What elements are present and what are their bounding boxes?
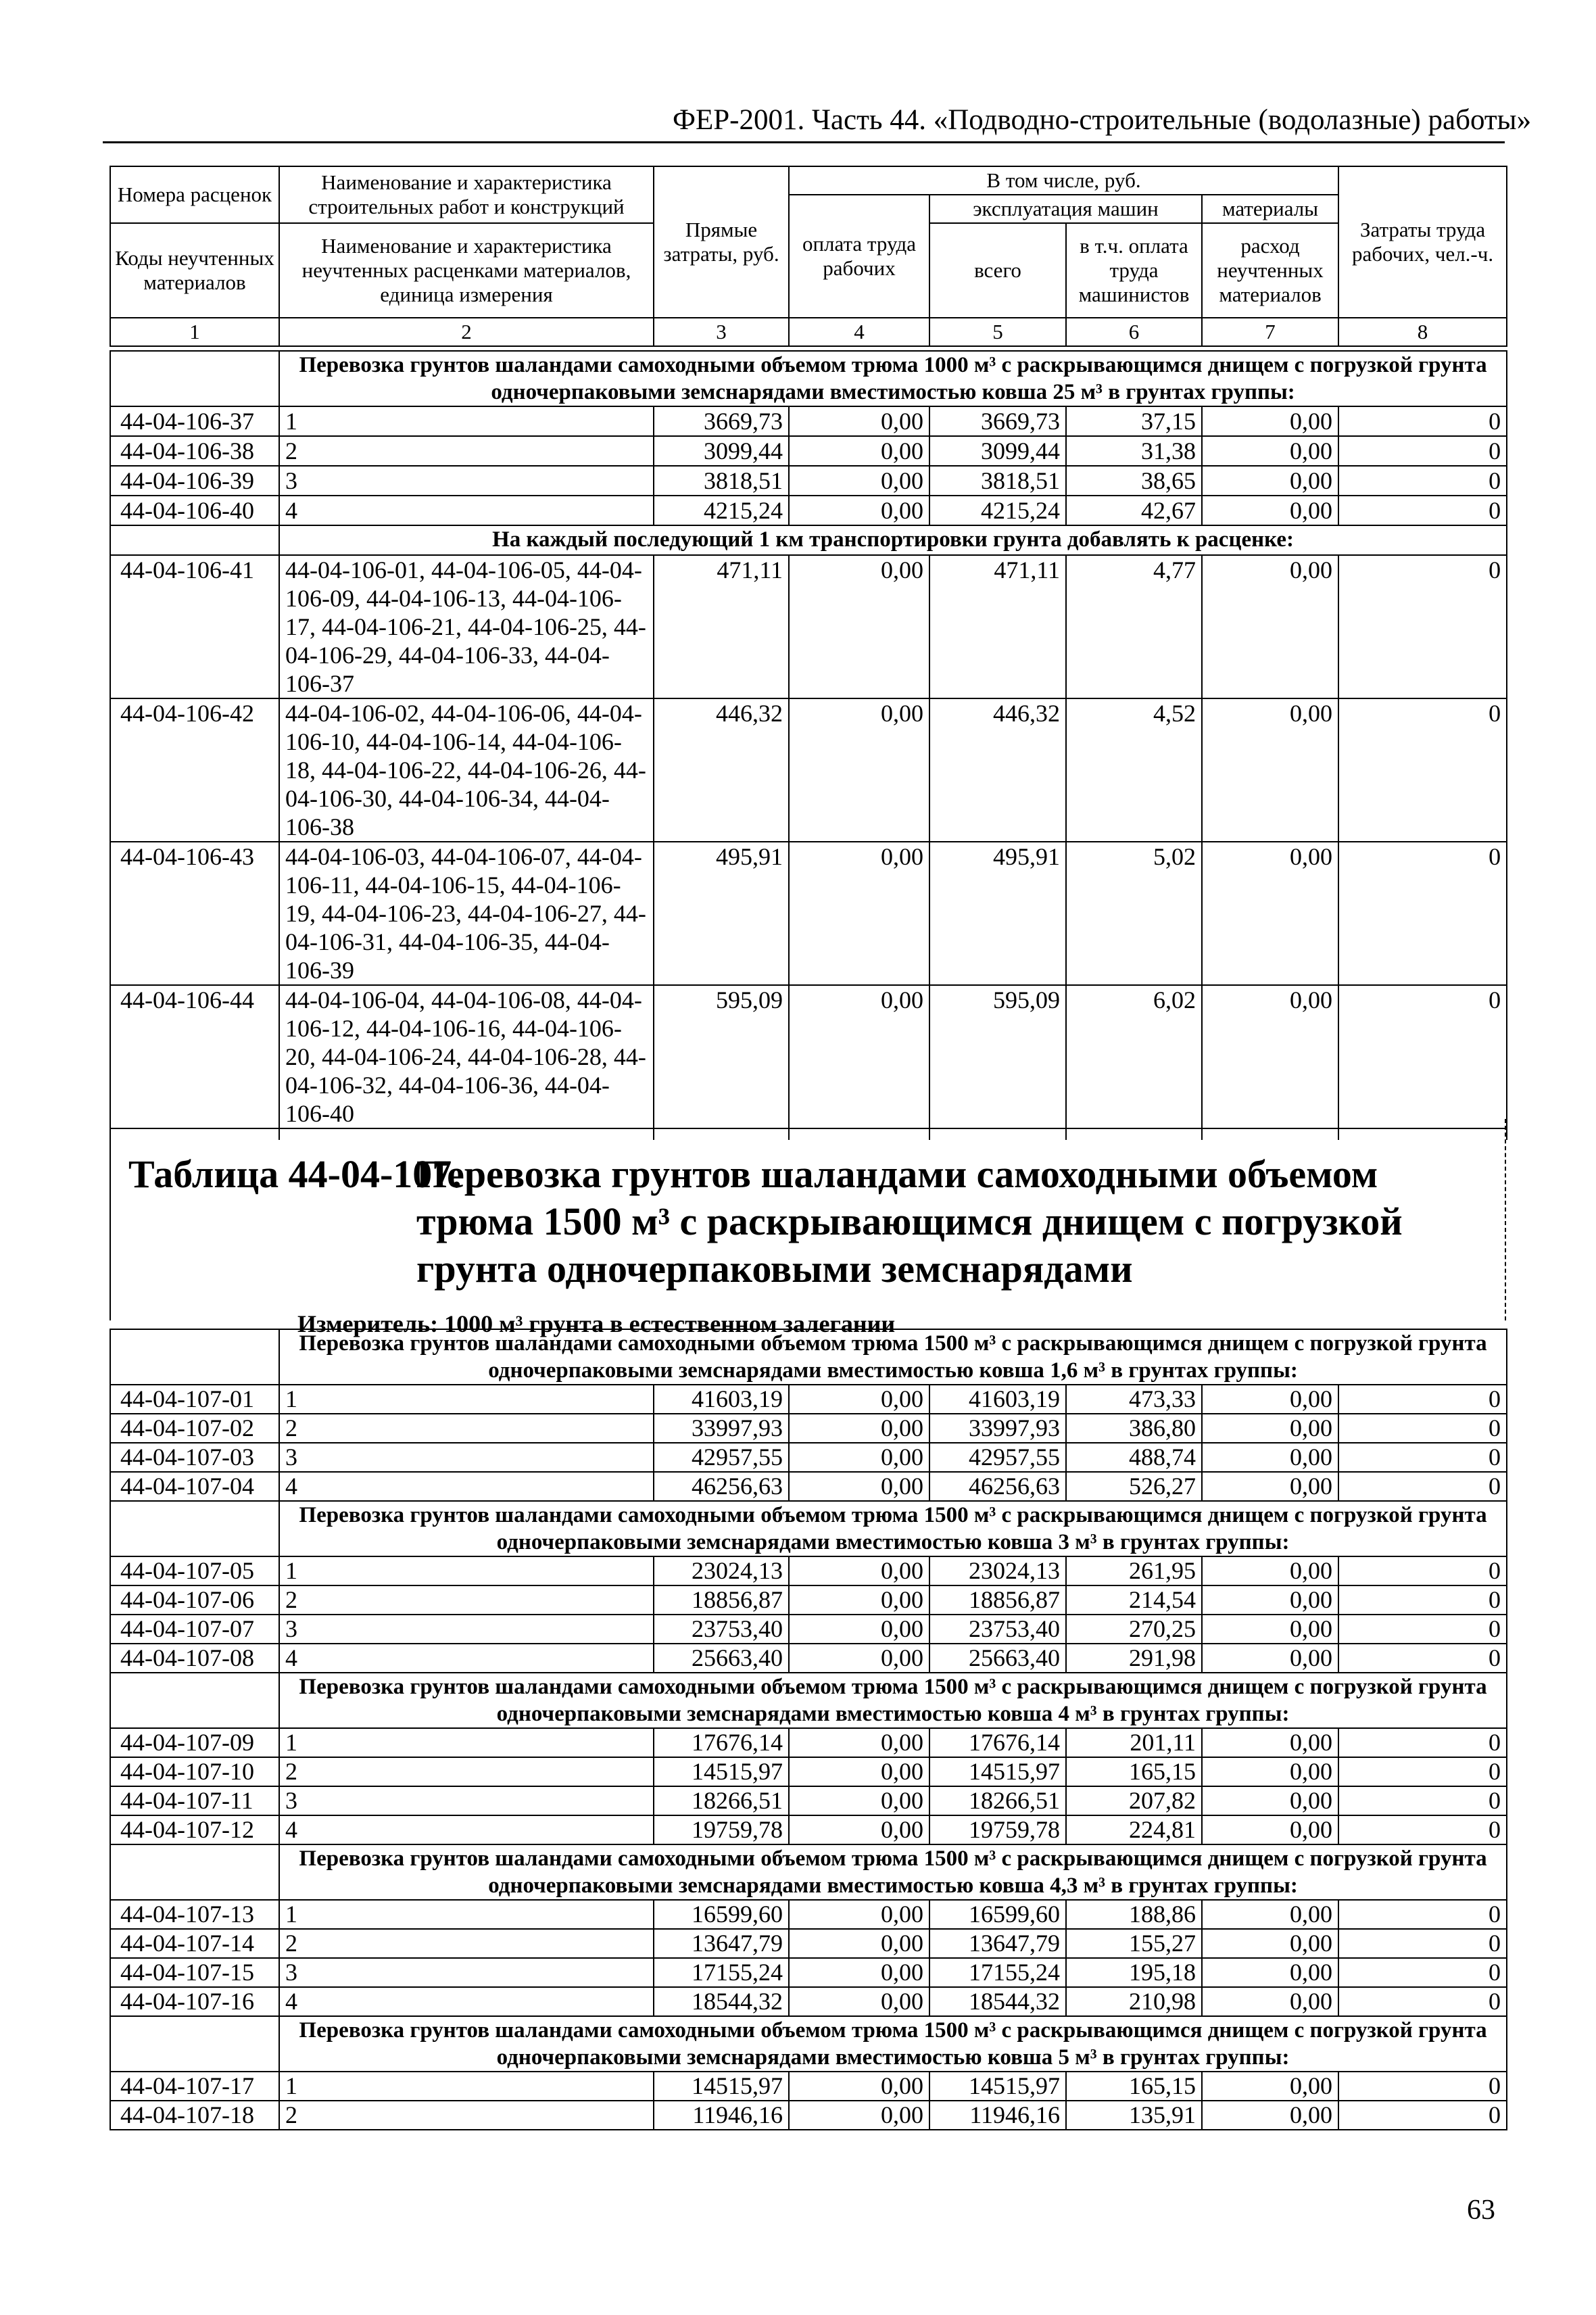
operator-pay: 135,91 [1066,2101,1202,2130]
worker-pay: 0,00 [789,1414,929,1443]
header-material-name: Наименование и характеристика неучтенных расценками материалов, единица измерения [279,223,654,318]
operator-pay: 42,67 [1066,496,1202,525]
worker-pay: 0,00 [789,1786,929,1815]
operator-pay: 214,54 [1066,1585,1202,1615]
machines-total: 23024,13 [929,1556,1066,1585]
worker-pay: 0,00 [789,1443,929,1472]
col-number: 3 [654,318,789,346]
header-rate-number: Номера расценок [110,166,279,223]
rate-name: 44-04-106-01, 44-04-106-05, 44-04-106-09, 44-04-106-13, 44-04-106-17, 44-04-106-21, 44-04-106-25, 44-04-106-29, 44-04-106-33, 44-04-106-37 [279,555,654,698]
rate-name: 44-04-106-02, 44-04-106-06, 44-04-106-10, 44-04-106-14, 44-04-106-18, 44-04-106-22, 44-04-106-26, 44-04-106-30, 44-04-106-34, 44-04-106-38 [279,698,654,842]
rate-code: 44-04-107-02 [110,1414,279,1443]
rate-name: 4 [279,1644,654,1673]
direct-costs: 14515,97 [654,1757,789,1786]
header-worker-pay: оплата труда рабочих [789,195,929,318]
table-row [110,985,1507,1128]
materials: 0,00 [1202,1556,1338,1585]
worker-pay: 0,00 [789,2072,929,2101]
section-blank-cell [110,1501,279,1556]
labor-hours: 0 [1338,842,1507,985]
materials: 0,00 [1202,985,1338,1128]
machines-total: 18856,87 [929,1585,1066,1615]
materials: 0,00 [1202,842,1338,985]
rate-name: 3 [279,1443,654,1472]
worker-pay: 0,00 [789,466,929,496]
machines-total: 23753,40 [929,1615,1066,1644]
table-number: Таблица 44-04-107. [128,1152,462,1196]
operator-pay: 291,98 [1066,1644,1202,1673]
table-title: Перевозка грунтов шаландами самоходными объемом трюма 1500 м³ с раскрывающимся днищем с погрузкой грунта одночерпаковыми земснарядами [416,1152,1403,1291]
machines-total: 18544,32 [929,1987,1066,2016]
machines-total: 11946,16 [929,2101,1066,2130]
table-row [110,436,1507,466]
rate-code: 44-04-107-16 [110,1987,279,2016]
section-heading-row [110,351,1507,406]
labor-hours: 0 [1338,1585,1507,1615]
direct-costs: 446,32 [654,698,789,842]
rate-code: 44-04-106-43 [110,842,279,985]
labor-hours: 0 [1338,1815,1507,1844]
direct-costs: 11946,16 [654,2101,789,2130]
rate-code: 44-04-107-09 [110,1728,279,1757]
section-heading-row [110,1501,1507,1556]
materials: 0,00 [1202,1385,1338,1414]
rate-name: 2 [279,1929,654,1958]
table-row [110,555,1507,698]
operator-pay: 261,95 [1066,1556,1202,1585]
spacer-cell [789,1128,929,1140]
rate-name: 1 [279,2072,654,2101]
rate-code: 44-04-107-01 [110,1385,279,1414]
table-row [110,1556,1507,1585]
machines-total: 17155,24 [929,1958,1066,1987]
rate-code: 44-04-107-05 [110,1556,279,1585]
spacer-cell [279,1128,654,1140]
col-number: 2 [279,318,654,346]
rate-name: 4 [279,496,654,525]
direct-costs: 3818,51 [654,466,789,496]
table-row [110,1728,1507,1757]
rate-code: 44-04-106-40 [110,496,279,525]
materials: 0,00 [1202,1958,1338,1987]
section-heading: Перевозка грунтов шаландами самоходными объемом трюма 1500 м³ с раскрывающимся днищем с погрузкой грунта одночерпаковыми земснарядами вместимостью ковша 3 м³ в грунтах группы: [279,1501,1507,1556]
materials: 0,00 [1202,1644,1338,1673]
operator-pay: 4,77 [1066,555,1202,698]
labor-hours: 0 [1338,406,1507,436]
direct-costs: 595,09 [654,985,789,1128]
worker-pay: 0,00 [789,436,929,466]
table-row [110,1815,1507,1844]
direct-costs: 18544,32 [654,1987,789,2016]
worker-pay: 0,00 [789,555,929,698]
worker-pay: 0,00 [789,842,929,985]
rate-name: 2 [279,436,654,466]
worker-pay: 0,00 [789,1815,929,1844]
direct-costs: 13647,79 [654,1929,789,1958]
operator-pay: 5,02 [1066,842,1202,985]
rate-code: 44-04-106-42 [110,698,279,842]
spacer-cell [1066,1128,1202,1140]
direct-costs: 4215,24 [654,496,789,525]
rate-code: 44-04-107-04 [110,1472,279,1501]
spacer-cell [654,1128,789,1140]
col-number: 7 [1202,318,1338,346]
rates-table-106 [110,350,1507,1140]
machines-total: 595,09 [929,985,1066,1128]
rate-name: 44-04-106-03, 44-04-106-07, 44-04-106-11, 44-04-106-15, 44-04-106-19, 44-04-106-23, 44-04-106-27, 44-04-106-31, 44-04-106-35, 44-04-106-39 [279,842,654,985]
operator-pay: 6,02 [1066,985,1202,1128]
worker-pay: 0,00 [789,2101,929,2130]
table-row [110,1414,1507,1443]
section-heading: Перевозка грунтов шаландами самоходными объемом трюма 1500 м³ с раскрывающимся днищем с погрузкой грунта одночерпаковыми земснарядами вместимостью ковша 4 м³ в грунтах группы: [279,1673,1507,1728]
rate-name: 4 [279,1815,654,1844]
labor-hours: 0 [1338,1615,1507,1644]
operator-pay: 165,15 [1066,2072,1202,2101]
labor-hours: 0 [1338,496,1507,525]
col-number: 8 [1338,318,1507,346]
materials: 0,00 [1202,1414,1338,1443]
rate-name: 1 [279,1385,654,1414]
section-heading: На каждый последующий 1 км транспортировки грунта добавлять к расценке: [279,525,1507,555]
rate-name: 1 [279,1728,654,1757]
labor-hours: 0 [1338,1786,1507,1815]
materials: 0,00 [1202,698,1338,842]
machines-total: 16599,60 [929,1900,1066,1929]
table-row [110,1900,1507,1929]
direct-costs: 23753,40 [654,1615,789,1644]
operator-pay: 473,33 [1066,1385,1202,1414]
header-material-codes: Коды неучтенных материалов [110,223,279,318]
section-heading: Перевозка грунтов шаландами самоходными объемом трюма 1000 м³ с раскрывающимся днищем с погрузкой грунта одночерпаковыми земснарядами вместимостью ковша 25 м³ в грунтах группы: [279,351,1507,406]
materials: 0,00 [1202,1929,1338,1958]
direct-costs: 3099,44 [654,436,789,466]
direct-costs: 25663,40 [654,1644,789,1673]
machines-total: 18266,51 [929,1786,1066,1815]
direct-costs: 23024,13 [654,1556,789,1585]
spacer-cell [1338,1128,1507,1140]
spacer-row [110,1128,1507,1140]
rate-name: 3 [279,466,654,496]
worker-pay: 0,00 [789,1644,929,1673]
direct-costs: 17155,24 [654,1958,789,1987]
table-row [110,2072,1507,2101]
worker-pay: 0,00 [789,1929,929,1958]
machines-total: 471,11 [929,555,1066,698]
section-heading: Перевозка грунтов шаландами самоходными объемом трюма 1500 м³ с раскрывающимся днищем с погрузкой грунта одночерпаковыми земснарядами вместимостью ковша 1,6 м³ в грунтах группы: [279,1329,1507,1385]
table-row [110,698,1507,842]
labor-hours: 0 [1338,1929,1507,1958]
rate-name: 1 [279,1556,654,1585]
materials: 0,00 [1202,2072,1338,2101]
rates-table-107 [110,1329,1507,2130]
machines-total: 46256,63 [929,1472,1066,1501]
rate-name: 1 [279,1900,654,1929]
rate-code: 44-04-107-06 [110,1585,279,1615]
worker-pay: 0,00 [789,985,929,1128]
machines-total: 446,32 [929,698,1066,842]
table-row [110,1644,1507,1673]
machines-total: 14515,97 [929,1757,1066,1786]
spacer-cell [110,1128,279,1140]
materials: 0,00 [1202,1615,1338,1644]
section-blank-cell [110,525,279,555]
labor-hours: 0 [1338,698,1507,842]
operator-pay: 201,11 [1066,1728,1202,1757]
direct-costs: 33997,93 [654,1414,789,1443]
machines-total: 3818,51 [929,466,1066,496]
rate-code: 44-04-106-44 [110,985,279,1128]
materials: 0,00 [1202,1786,1338,1815]
rate-code: 44-04-107-08 [110,1644,279,1673]
operator-pay: 37,15 [1066,406,1202,436]
materials: 0,00 [1202,1815,1338,1844]
rate-name: 44-04-106-04, 44-04-106-08, 44-04-106-12, 44-04-106-16, 44-04-106-20, 44-04-106-24, 44-04-106-28, 44-04-106-32, 44-04-106-36, 44-04-106-40 [279,985,654,1128]
table-row [110,1443,1507,1472]
operator-pay: 526,27 [1066,1472,1202,1501]
operator-pay: 270,25 [1066,1615,1202,1644]
table-row [110,406,1507,436]
rate-code: 44-04-106-41 [110,555,279,698]
section-blank-cell [110,2016,279,2072]
labor-hours: 0 [1338,1472,1507,1501]
operator-pay: 224,81 [1066,1815,1202,1844]
rate-name: 1 [279,406,654,436]
operator-pay: 386,80 [1066,1414,1202,1443]
direct-costs: 42957,55 [654,1443,789,1472]
worker-pay: 0,00 [789,406,929,436]
direct-costs: 3669,73 [654,406,789,436]
labor-hours: 0 [1338,985,1507,1128]
labor-hours: 0 [1338,1385,1507,1414]
table-row [110,1615,1507,1644]
machines-total: 17676,14 [929,1728,1066,1757]
worker-pay: 0,00 [789,1472,929,1501]
machines-total: 25663,40 [929,1644,1066,1673]
measurement-unit: Измеритель: 1000 м³ грунта в естественном залегании [297,1310,896,1337]
materials: 0,00 [1202,1757,1338,1786]
rate-name: 2 [279,2101,654,2130]
section-heading-row [110,1844,1507,1900]
rate-code: 44-04-107-12 [110,1815,279,1844]
operator-pay: 210,98 [1066,1987,1202,2016]
direct-costs: 18856,87 [654,1585,789,1615]
worker-pay: 0,00 [789,1615,929,1644]
machines-total: 4215,24 [929,496,1066,525]
rate-name: 3 [279,1615,654,1644]
spacer-cell [1202,1128,1338,1140]
section-heading-row [110,525,1507,555]
table-row [110,466,1507,496]
rate-code: 44-04-106-37 [110,406,279,436]
operator-pay: 165,15 [1066,1757,1202,1786]
direct-costs: 19759,78 [654,1815,789,1844]
col-number: 5 [929,318,1066,346]
header-including-group: В том числе, руб. [789,166,1338,195]
rate-code: 44-04-107-15 [110,1958,279,1987]
operator-pay: 4,52 [1066,698,1202,842]
materials: 0,00 [1202,496,1338,525]
materials: 0,00 [1202,1728,1338,1757]
col-number: 1 [110,318,279,346]
rate-code: 44-04-107-11 [110,1786,279,1815]
rate-name: 2 [279,1585,654,1615]
machines-total: 3099,44 [929,436,1066,466]
section-blank-cell [110,1329,279,1385]
labor-hours: 0 [1338,1987,1507,2016]
labor-hours: 0 [1338,1958,1507,1987]
direct-costs: 16599,60 [654,1900,789,1929]
rate-code: 44-04-107-07 [110,1615,279,1644]
table-row [110,1929,1507,1958]
labor-hours: 0 [1338,1900,1507,1929]
rate-code: 44-04-106-39 [110,466,279,496]
direct-costs: 14515,97 [654,2072,789,2101]
direct-costs: 495,91 [654,842,789,985]
section-heading-row [110,2016,1507,2072]
machines-total: 13647,79 [929,1929,1066,1958]
rate-code: 44-04-107-13 [110,1900,279,1929]
materials: 0,00 [1202,1472,1338,1501]
table-row [110,1385,1507,1414]
worker-pay: 0,00 [789,1900,929,1929]
worker-pay: 0,00 [789,1556,929,1585]
section-heading-row [110,1673,1507,1728]
labor-hours: 0 [1338,1728,1507,1757]
column-number-row [110,318,1507,346]
spacer-cell [929,1128,1066,1140]
rate-code: 44-04-107-17 [110,2072,279,2101]
worker-pay: 0,00 [789,1757,929,1786]
machines-total: 33997,93 [929,1414,1066,1443]
rate-code: 44-04-107-14 [110,1929,279,1958]
rate-code: 44-04-107-10 [110,1757,279,1786]
header-work-name: Наименование и характеристика строительных работ и конструкций [279,166,654,223]
table-row [110,1472,1507,1501]
running-header: ФЕР-2001. Часть 44. «Подводно-строительные (водолазные) работы» [673,104,1532,136]
materials: 0,00 [1202,1900,1338,1929]
col-number: 4 [789,318,929,346]
table-title-block [110,1149,1506,1305]
header-materials: материалы [1202,195,1338,223]
operator-pay: 207,82 [1066,1786,1202,1815]
rate-code: 44-04-107-03 [110,1443,279,1472]
worker-pay: 0,00 [789,1585,929,1615]
worker-pay: 0,00 [789,1987,929,2016]
rate-name: 3 [279,1786,654,1815]
table-row [110,1958,1507,1987]
rate-name: 4 [279,1472,654,1501]
materials: 0,00 [1202,2101,1338,2130]
materials: 0,00 [1202,436,1338,466]
labor-hours: 0 [1338,555,1507,698]
table-row [110,2101,1507,2130]
labor-hours: 0 [1338,2101,1507,2130]
page-number: 63 [1467,2195,1495,2226]
column-header-table [110,166,1507,347]
section-heading-row [110,1329,1507,1385]
machines-total: 19759,78 [929,1815,1066,1844]
labor-hours: 0 [1338,1443,1507,1472]
rate-code: 44-04-106-38 [110,436,279,466]
labor-hours: 0 [1338,1414,1507,1443]
table-row [110,842,1507,985]
materials: 0,00 [1202,1585,1338,1615]
worker-pay: 0,00 [789,1958,929,1987]
col-number: 6 [1066,318,1202,346]
machines-total: 14515,97 [929,2072,1066,2101]
direct-costs: 18266,51 [654,1786,789,1815]
operator-pay: 31,38 [1066,436,1202,466]
labor-hours: 0 [1338,1757,1507,1786]
header-direct-costs: Прямые затраты, руб. [654,166,789,318]
table-row [110,1987,1507,2016]
header-rule [103,141,1505,143]
operator-pay: 195,18 [1066,1958,1202,1987]
materials: 0,00 [1202,555,1338,698]
header-labor-hours: Затраты труда рабочих, чел.-ч. [1338,166,1507,318]
rate-name: 2 [279,1414,654,1443]
operator-pay: 188,86 [1066,1900,1202,1929]
machines-total: 42957,55 [929,1443,1066,1472]
materials: 0,00 [1202,1987,1338,2016]
machines-total: 495,91 [929,842,1066,985]
section-heading: Перевозка грунтов шаландами самоходными объемом трюма 1500 м³ с раскрывающимся днищем с погрузкой грунта одночерпаковыми земснарядами вместимостью ковша 5 м³ в грунтах группы: [279,2016,1507,2072]
direct-costs: 17676,14 [654,1728,789,1757]
header-machine-operation: эксплуатация машин [929,195,1202,223]
section-heading: Перевозка грунтов шаландами самоходными объемом трюма 1500 м³ с раскрывающимся днищем с погрузкой грунта одночерпаковыми земснарядами вместимостью ковша 4,3 м³ в грунтах группы: [279,1844,1507,1900]
operator-pay: 488,74 [1066,1443,1202,1472]
labor-hours: 0 [1338,1644,1507,1673]
labor-hours: 0 [1338,1556,1507,1585]
header-operator-pay: в т.ч. оплата труда машинистов [1066,223,1202,318]
direct-costs: 471,11 [654,555,789,698]
worker-pay: 0,00 [789,698,929,842]
materials: 0,00 [1202,406,1338,436]
operator-pay: 155,27 [1066,1929,1202,1958]
direct-costs: 46256,63 [654,1472,789,1501]
worker-pay: 0,00 [789,1385,929,1414]
table-row [110,1757,1507,1786]
rate-name: 4 [279,1987,654,2016]
labor-hours: 0 [1338,466,1507,496]
section-blank-cell [110,351,279,406]
rate-name: 3 [279,1958,654,1987]
materials: 0,00 [1202,1443,1338,1472]
labor-hours: 0 [1338,436,1507,466]
worker-pay: 0,00 [789,496,929,525]
machines-total: 41603,19 [929,1385,1066,1414]
section-blank-cell [110,1844,279,1900]
section-blank-cell [110,1673,279,1728]
header-machines-total: всего [929,223,1066,318]
table-row [110,1786,1507,1815]
header-material-consumption: расход неучтенных материалов [1202,223,1338,318]
machines-total: 3669,73 [929,406,1066,436]
materials: 0,00 [1202,466,1338,496]
operator-pay: 38,65 [1066,466,1202,496]
labor-hours: 0 [1338,2072,1507,2101]
table-row [110,1585,1507,1615]
table-row [110,496,1507,525]
rate-name: 2 [279,1757,654,1786]
worker-pay: 0,00 [789,1728,929,1757]
rate-code: 44-04-107-18 [110,2101,279,2130]
direct-costs: 41603,19 [654,1385,789,1414]
